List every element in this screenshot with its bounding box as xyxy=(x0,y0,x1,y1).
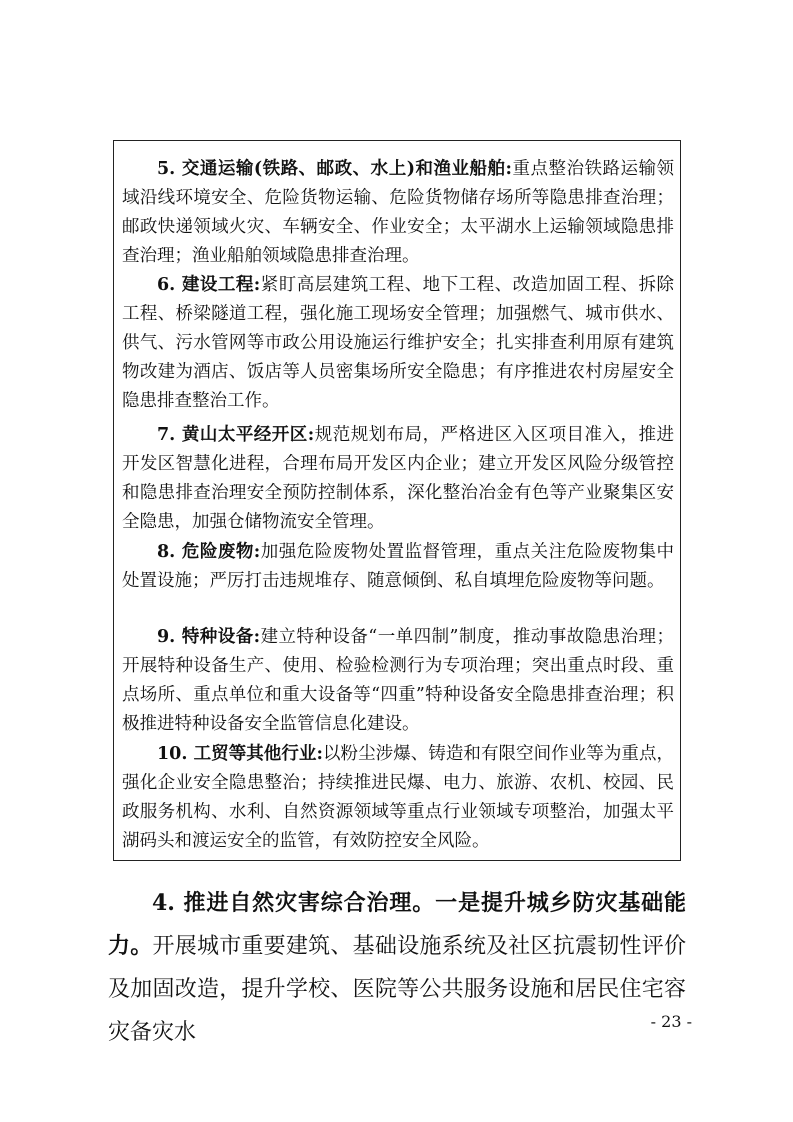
item-heading: 5. 交通运输(铁路、邮政、水上)和渔业船舶: xyxy=(157,159,512,179)
body-paragraph-disaster xyxy=(108,882,686,1054)
item-body: 建立特种设备“一单四制”制度，推动事故隐患治理；开展特种设备生产、使用、检验检测行为专项治理；突出重点时段、重点场所、重点单位和重大设备等“四重”特种设备安全隐患排查治理；积极推进特种设备安全监管信息化建设。 xyxy=(122,627,674,734)
item-body: 以粉尘涉爆、铸造和有限空间作业等为重点，强化企业安全隐患整治；持续推进民爆、电力、旅游、农机、校园、民政服务机构、水利、自然资源领域等重点行业领域专项整治，加强太平湖码头和渡运安全的监管，有效防控安全风险。 xyxy=(122,744,675,851)
item-hazardous-waste xyxy=(122,538,674,596)
paragraph-body: 开展城市重要建筑、基础设施系统及社区抗震韧性评价及加固改造，提升学校、医院等公共服务设施和居民住宅容灾备灾水 xyxy=(108,934,686,1045)
page-number: - 23 - xyxy=(650,1012,692,1031)
item-body: 紧盯高层建筑工程、地下工程、改造加固工程、拆除工程、桥梁隧道工程，强化施工现场安全管理；加强燃气、城市供水、供气、污水管网等市政公用设施运行维护安全；扎实排查利用原有建筑物改建为酒店、饭店等人员密集场所安全隐患；有序推进农村房屋安全隐患排查整治工作。 xyxy=(122,275,674,411)
item-construction xyxy=(122,271,674,416)
item-development-zone xyxy=(122,421,674,537)
item-heading: 7. 黄山太平经开区: xyxy=(157,425,315,445)
item-body: 规范规划布局，严格进区入区项目准入，推进开发区智慧化进程，合理布局开发区内企业；建立开发区风险分级管控和隐患排查治理安全预防控制体系，深化整治冶金有色等产业聚集区安全隐患，加强仓储物流安全管理。 xyxy=(122,425,674,532)
item-body: 加强危险废物处置监督管理，重点关注危险废物集中处置设施；严厉打击违规堆存、随意倾倒、私自填埋危险废物等问题。 xyxy=(122,542,674,591)
item-heading: 9. 特种设备: xyxy=(157,627,261,647)
item-heading: 10. 工贸等其他行业: xyxy=(157,744,323,764)
item-transport xyxy=(122,155,674,271)
item-heading: 6. 建设工程: xyxy=(157,275,261,295)
item-body: 重点整治铁路运输领域沿线环境安全、危险货物运输、危险货物储存场所等隐患排查治理；邮政快递领域火灾、车辆安全、作业安全；太平湖水上运输领域隐患排查治理；渔业船舶领域隐患排查治理。 xyxy=(122,159,675,266)
item-special-equipment xyxy=(122,623,674,739)
item-heading: 8. 危险废物: xyxy=(157,542,261,562)
paragraph-heading: 4. 推进自然灾害综合治理。一是提升城乡防灾基础能力。 xyxy=(108,890,686,959)
item-industry-trade xyxy=(122,740,674,856)
